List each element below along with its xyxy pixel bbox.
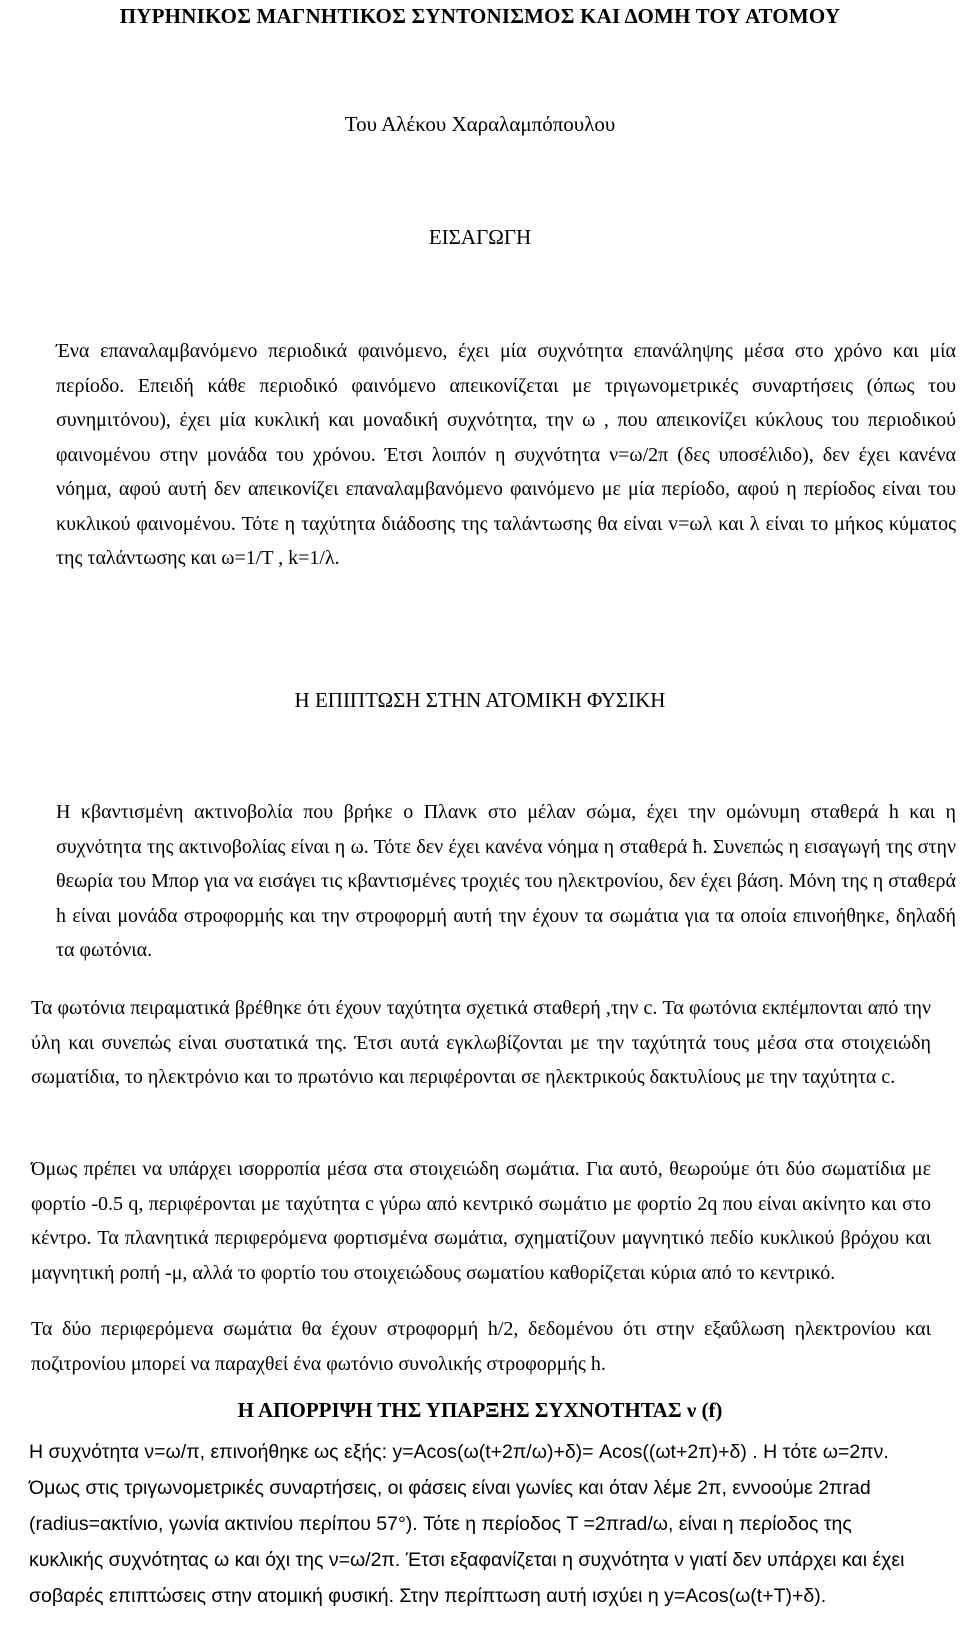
- paragraph-frequency: Η συχνότητα ν=ω/π, επινοήθηκε ως εξής: y=Acos(ω(t+2π/ω)+δ)= Acos((ωt+2π)+δ) . Η τότε ω=2πν. Όμως στις τριγωνομετρικές συναρτήσεις, οι φάσεις είναι γωνίες και όταν λέμε 2π, εννοούμε 2πrad (radius=ακτίνιο, γωνία ακτινίου περίπου 57°). Τότε η περίοδος T =2πrad/ω, είναι η περίοδος της κυκλικής συχνότητας ω και όχι της ν=ω/2π. Έτσι εξαφανίζεται η συχνότητα ν γιατί δεν υπάρχει και έχει σοβαρές επιπτώσεις στην ατομική φυσική. Στην περίπτωση αυτή ισχύει η y=Acos(ω(t+T)+δ).: [29, 1441, 905, 1607]
- paragraph-angular-momentum: Τα δύο περιφερόμενα σωμάτια θα έχουν στροφορμή h/2, δεδομένου ότι στην εξαΰλωση ηλεκτρονίου και ποζιτρονίου μπορεί να παραχθεί ένα φωτόνιο συνολικής στροφορμής h.: [31, 1318, 931, 1375]
- section-heading-frequency-rejection: Η ΑΠΟΡΡΙΨΗ ΤΗΣ ΥΠΑΡΞΗΣ ΣΥΧΝΟΤΗΤΑΣ ν (f): [237, 1398, 723, 1422]
- paragraph-photons: Τα φωτόνια πειραματικά βρέθηκε ότι έχουν ταχύτητα σχετικά σταθερή ,την c. Τα φωτόνια εκπέμπονται από την ύλη και συνεπώς είναι συστατικά της. Έτσι αυτά εγκλωβίζονται με την ταχύτητά τους μέσα στα στοιχειώδη σωματίδια, το ηλεκτρόνιο και το πρωτόνιο και περιφέρονται σε ηλεκτρικούς δακτυλίους με την ταχύτητα c.: [31, 997, 931, 1088]
- section-heading-introduction: ΕΙΣΑΓΩΓΗ: [428, 225, 532, 249]
- paragraph-planck: Η κβαντισμένη ακτινοβολία που βρήκε ο Πλανκ στο μέλαν σώμα, έχει την ομώνυμη σταθερά h και η συχνότητα της ακτινοβολίας είναι η ω. Τότε δεν έχει κανένα νόημα η σταθερά ħ. Συνεπώς η εισαγωγή της στην θεωρία του Μπορ για να εισάγει τις κβαντισμένες τροχιές του ηλεκτρονίου, δεν έχει βάση. Μόνη της η σταθερά h είναι μονάδα στροφορμής και την στροφορμή αυτή την έχουν τα σωμάτια για τα οποία επινοήθηκε, δηλαδή τα φωτόνια.: [56, 801, 956, 961]
- author-line: Του Αλέκου Χαραλαμπόπουλου: [344, 112, 616, 136]
- section-heading-atomic-physics: Η ΕΠΙΠΤΩΣΗ ΣΤΗΝ ΑΤΟΜΙΚΗ ΦΥΣΙΚΗ: [294, 688, 666, 712]
- paragraph-introduction: Ένα επαναλαμβανόμενο περιοδικά φαινόμενο, έχει μία συχνότητα επανάληψης μέσα στο χρόνο και μία περίοδο. Επειδή κάθε περιοδικό φαινόμενο απεικονίζεται με τριγωνομετρικές συναρτήσεις (όπως του συνημιτόνου), έχει μία κυκλική και μοναδική συχνότητα, την ω , που απεικονίζει κύκλους του περιοδικού φαινομένου στην μονάδα του χρόνου. Έτσι λοιπόν η συχνότητα ν=ω/2π (δες υποσέλιδο), δεν έχει κανένα νόημα, αφού αυτή δεν απεικονίζει επαναλαμβανόμενο φαινόμενο με μία περίοδο, αφού η περίοδος είναι του κυκλικού φαινομένου. Τότε η ταχύτητα διάδοσης της ταλάντωσης θα είναι v=ωλ και λ είναι το μήκος κύματος της ταλάντωσης και ω=1/T , k=1/λ.: [56, 340, 956, 569]
- document-title: ΠΥΡΗΝΙΚΟΣ ΜΑΓΝΗΤΙΚΟΣ ΣΥΝΤΟΝΙΣΜΟΣ ΚΑΙ ΔΟΜΗ ΤΟΥ ΑΤΟΜΟΥ: [119, 4, 841, 28]
- paragraph-balance: Όμως πρέπει να υπάρχει ισορροπία μέσα στα στοιχειώδη σωμάτια. Για αυτό, θεωρούμε ότι δύο σωματίδια με φορτίο -0.5 q, περιφέρονται με ταχύτητα c γύρω από κεντρικό σωμάτιο με φορτίο 2q που είναι ακίνητο και στο κέντρο. Τα πλανητικά περιφερόμενα φορτισμένα σωμάτια, σχηματίζουν μαγνητικό πεδίο κυκλικού βρόχου και μαγνητική ροπή -μ, αλλά το φορτίο του στοιχειώδους σωματίου καθορίζεται κύρια από το κεντρικό.: [31, 1158, 931, 1284]
